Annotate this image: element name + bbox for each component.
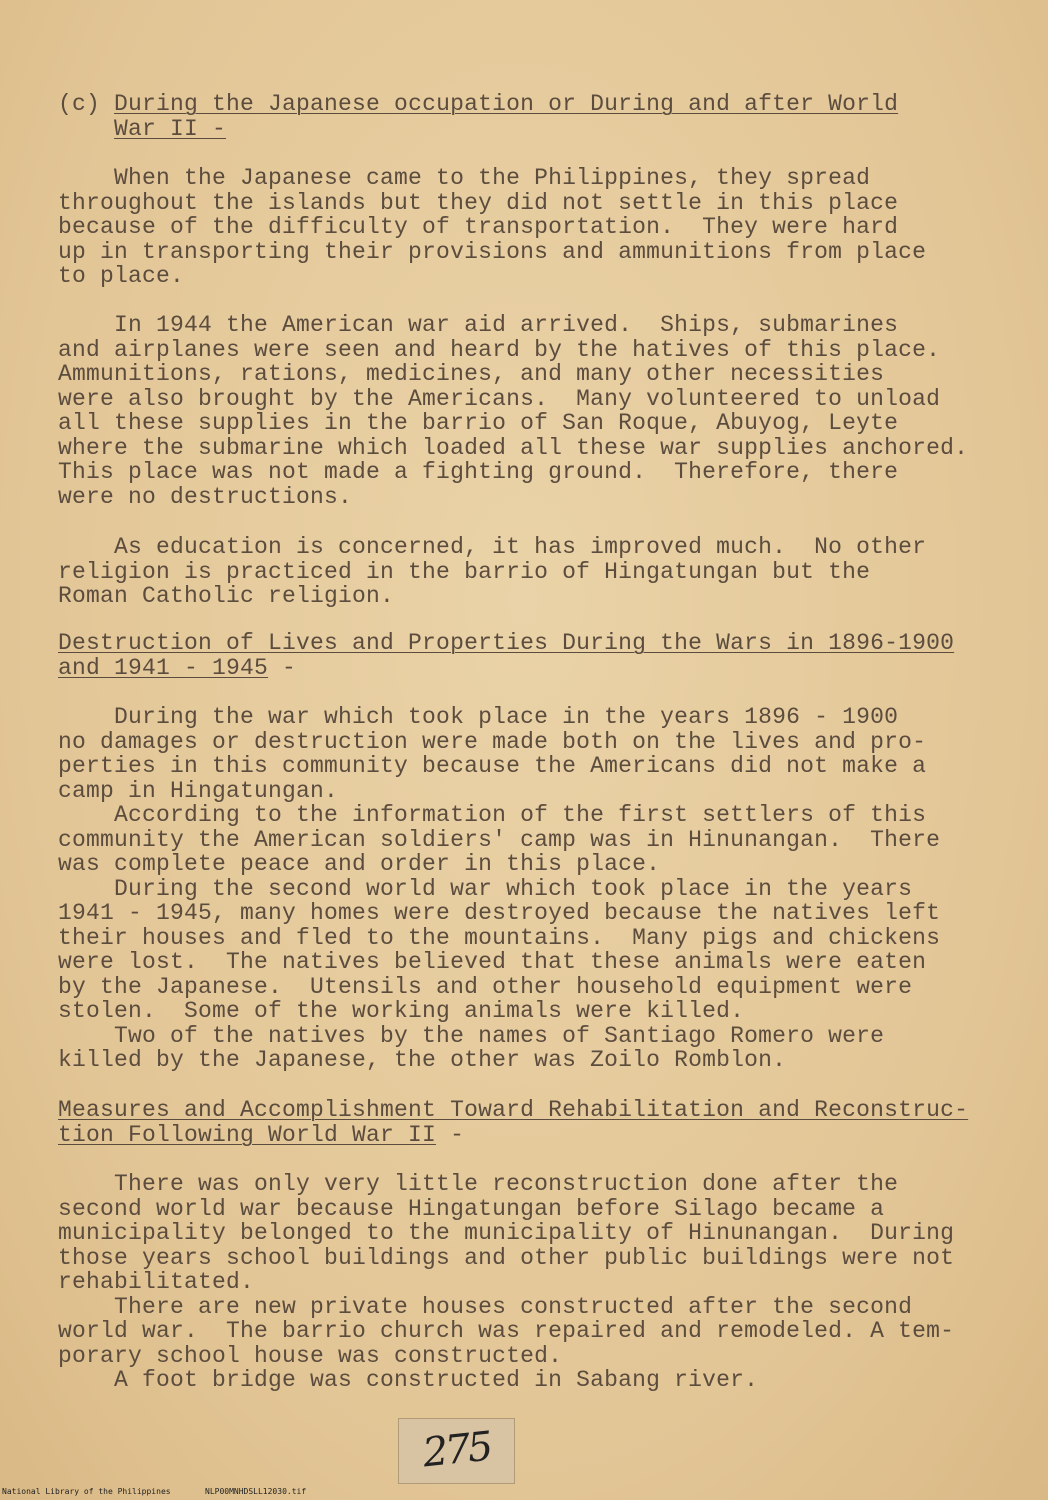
paragraph-line: A foot bridge was constructed in Sabang river. bbox=[58, 1367, 759, 1393]
paragraph-line: because of the difficulty of transportation. They were hard bbox=[58, 214, 899, 240]
paragraph-line: killed by the Japanese, the other was Zoilo Romblon. bbox=[58, 1047, 787, 1073]
paragraph-line: According to the information of the first settlers of this bbox=[58, 802, 927, 828]
paragraph-line: As education is concerned, it has improved much. No other bbox=[58, 534, 927, 560]
page-number-label bbox=[398, 1418, 515, 1484]
paragraph-line: second world war because Hingatungan before Silago became a bbox=[58, 1195, 885, 1222]
paragraph-line: During the war which took place in the years 1896 - 1900 bbox=[58, 704, 899, 730]
paragraph-line: stolen. Some of the working animals were killed. bbox=[58, 998, 745, 1024]
section-c-heading-line1: During the Japanese occupation or During and after World bbox=[114, 91, 899, 117]
paragraph-line: rehabilitated. bbox=[58, 1269, 255, 1295]
paragraph-line: There are new private houses constructed after the second bbox=[58, 1293, 913, 1320]
paragraph-line: Two of the natives by the names of Santiago Romero were bbox=[58, 1022, 885, 1049]
paragraph-line: During the second world war which took place in the years bbox=[58, 875, 913, 902]
paragraph-line: community the American soldiers' camp was in Hinunangan. There bbox=[58, 826, 941, 853]
footer-filename: NLP00MNHDSLL12030.tif bbox=[205, 1487, 307, 1496]
paragraph-line: their houses and fled to the mountains. Many pigs and chickens bbox=[58, 924, 941, 951]
paragraph-line: municipality belonged to the municipality of Hinunangan. During bbox=[58, 1220, 955, 1246]
section-c-heading-line2: War II - bbox=[114, 116, 227, 142]
paragraph-line: were also brought by the Americans. Many volunteered to unload bbox=[58, 385, 941, 412]
paragraph-line: where the submarine which loaded all these war supplies anchored. bbox=[58, 434, 969, 461]
paragraph-line: was complete peace and order in this place. bbox=[58, 851, 661, 877]
paragraph-line: When the Japanese came to the Philippines, they spread bbox=[58, 165, 871, 191]
measures-heading-line2: tion Following World War II bbox=[58, 1121, 437, 1148]
paragraph-line: and airplanes were seen and heard by the hatives of this place. bbox=[58, 336, 941, 363]
paragraph-line: were lost. The natives believed that these animals were eaten bbox=[58, 949, 927, 975]
paragraph-line: 1941 - 1945, many homes were destroyed because the natives left bbox=[58, 900, 941, 926]
paragraph-line: by the Japanese. Utensils and other household equipment were bbox=[58, 973, 913, 1000]
section-c-heading bbox=[58, 92, 898, 117]
paragraph-line: There was only very little reconstruction done after the bbox=[58, 1171, 899, 1197]
destruction-heading-line2-row: and 1941 - 1945 - bbox=[58, 654, 297, 681]
paragraph-line: to place. bbox=[58, 263, 185, 289]
destruction-heading-line1: Destruction of Lives and Properties During the Wars in 1896-1900 bbox=[58, 630, 955, 656]
paragraph-line: religion is practiced in the barrio of Hingatungan but the bbox=[58, 558, 871, 585]
destruction-heading-line2: and 1941 - 1945 bbox=[58, 654, 269, 681]
paragraph-line: world war. The barrio church was repaired and remodeled. A tem- bbox=[58, 1318, 955, 1344]
section-c-heading-line2-row bbox=[58, 117, 226, 142]
paragraph-line: up in transporting their provisions and ammunitions from place bbox=[58, 238, 927, 265]
page-number: 275 bbox=[420, 1423, 493, 1477]
paragraph-line: those years school buildings and other public buildings were not bbox=[58, 1244, 955, 1271]
measures-heading bbox=[58, 1098, 968, 1123]
paragraph-line: Ammunitions, rations, medicines, and many other necessities bbox=[58, 361, 885, 387]
paragraph-line: This place was not made a fighting ground. Therefore, there bbox=[58, 459, 899, 485]
paragraph-line: perties in this community because the Americans did not make a bbox=[58, 753, 927, 779]
paragraph-line: no damages or destruction were made both on the lives and pro- bbox=[58, 728, 927, 755]
measures-heading-line2-row: tion Following World War II - bbox=[58, 1121, 465, 1148]
section-c-label: (c) bbox=[58, 91, 115, 117]
paragraph-line: camp in Hingatungan. bbox=[58, 777, 339, 804]
paragraph-line: throughout the islands but they did not settle in this place bbox=[58, 189, 899, 216]
paragraph-line: In 1944 the American war aid arrived. Ships, submarines bbox=[58, 312, 899, 338]
paragraph-line: were no destructions. bbox=[58, 483, 353, 510]
paragraph-line: porary school house was constructed. bbox=[58, 1342, 563, 1369]
paragraph-line: all these supplies in the barrio of San Roque, Abuyog, Leyte bbox=[58, 410, 899, 436]
footer-library: National Library of the Philippines bbox=[2, 1487, 171, 1496]
destruction-heading bbox=[58, 631, 954, 656]
paragraph-line: Roman Catholic religion. bbox=[58, 583, 395, 609]
measures-heading-line1: Measures and Accomplishment Toward Rehabilitation and Reconstruc- bbox=[58, 1097, 969, 1123]
